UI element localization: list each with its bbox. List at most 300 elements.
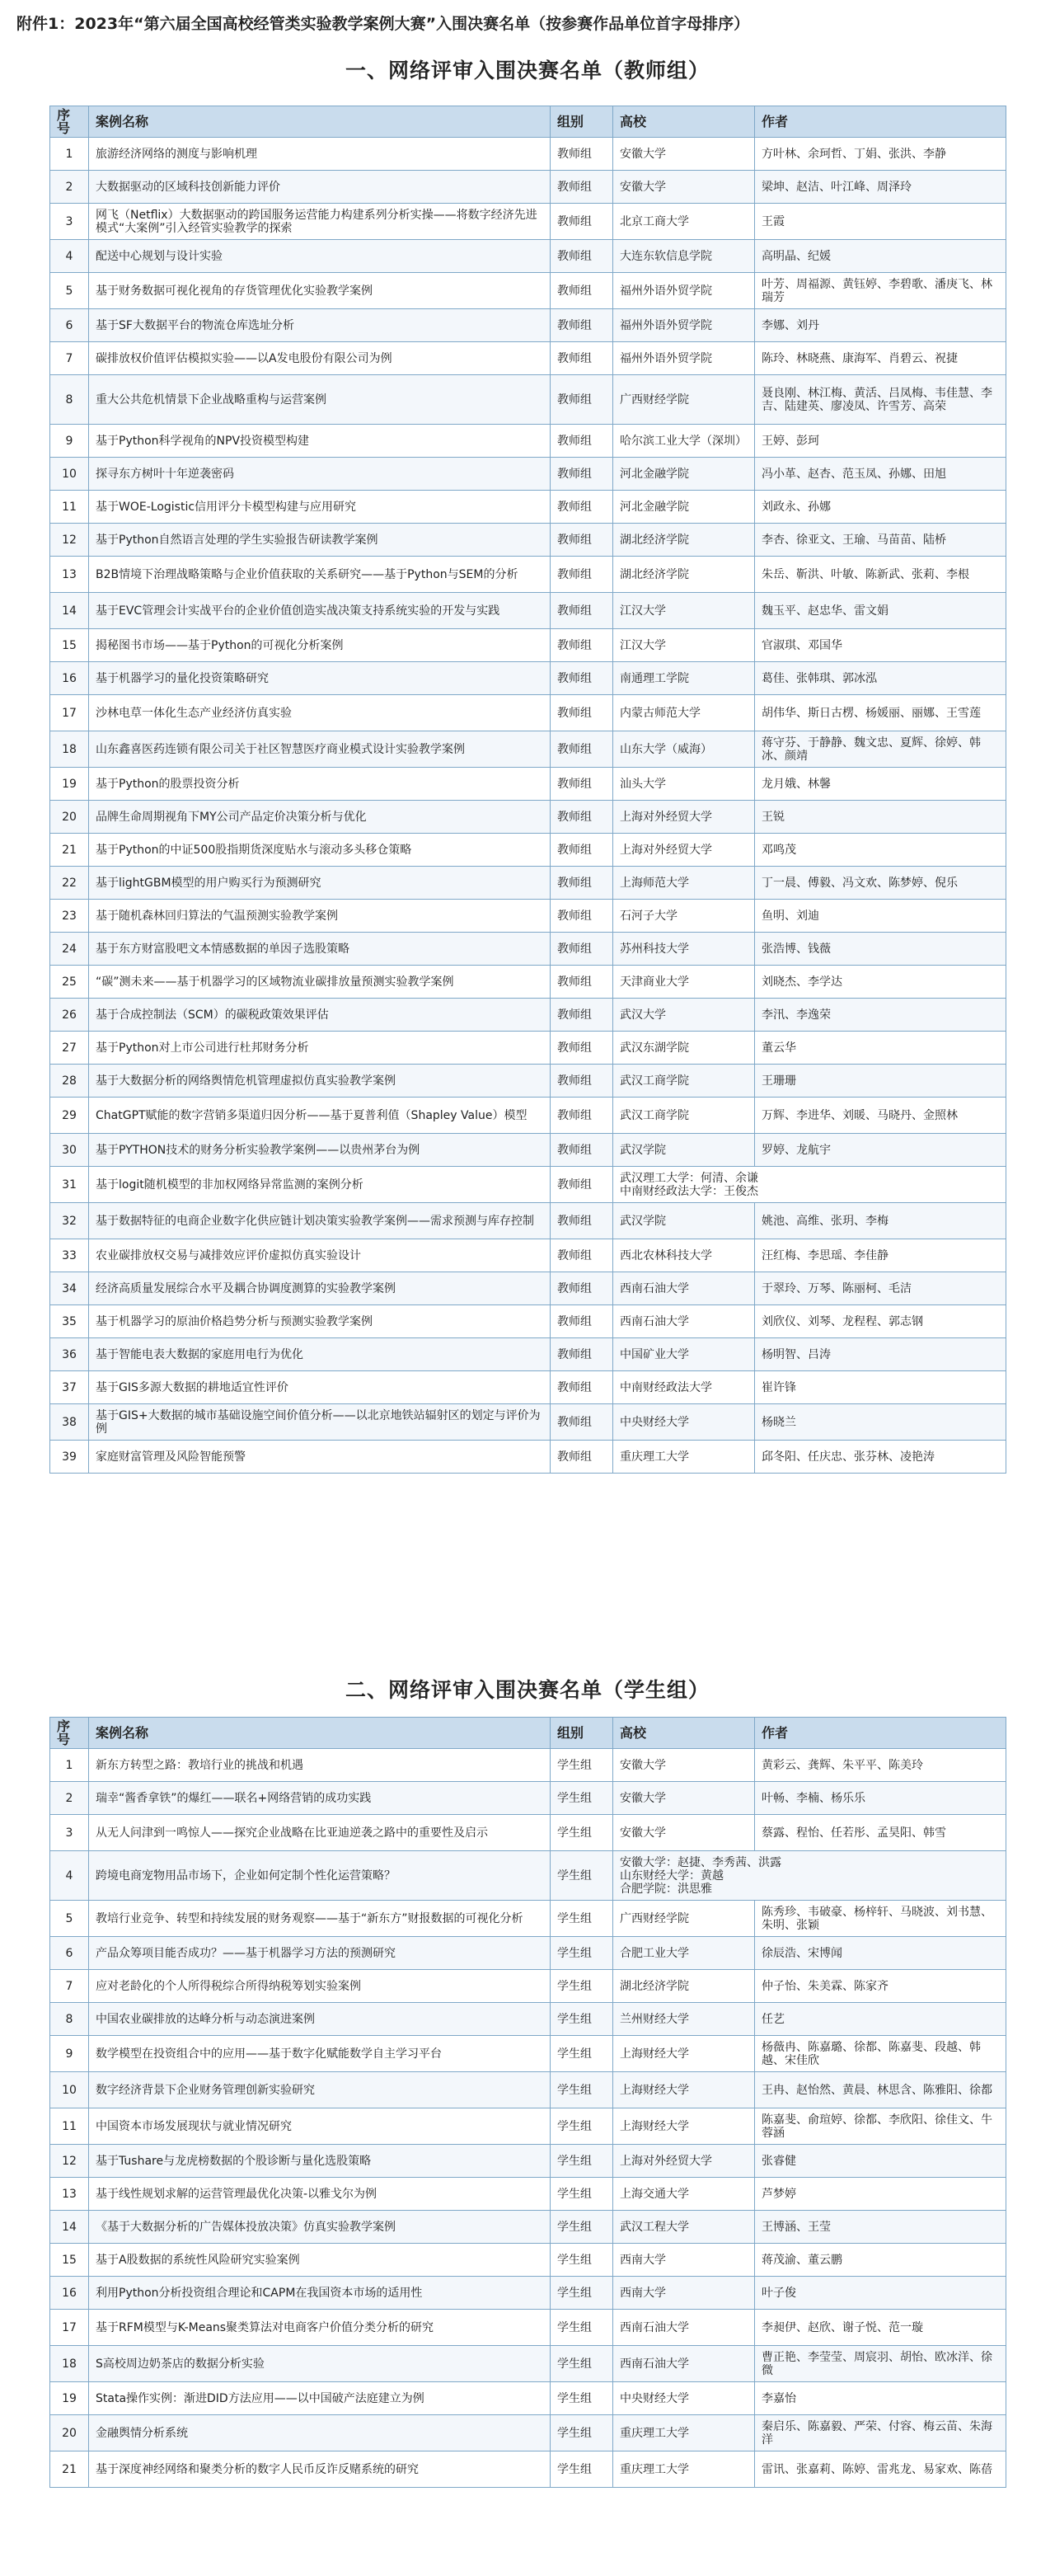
cell-group: 教师组 [551,629,613,662]
table-row [50,1782,1006,1815]
cell-case-name: 基于Python自然语言处理的学生实验报告研读教学案例 [89,524,551,557]
table-row [50,240,1006,273]
table-row [50,1970,1006,2003]
cell-case-name: 基于东方财富股吧文本情感数据的单因子选股策略 [89,933,551,966]
table-row [50,1441,1006,1474]
table-row [50,629,1006,662]
cell-number: 26 [50,999,89,1032]
cell-case-name: 新东方转型之路：教培行业的挑战和机遇 [89,1749,551,1782]
cell-authors: 张浩博、钱薇 [755,933,1006,966]
cell-school: 西南大学 [613,2277,755,2310]
cell-case-name: 基于PYTHON技术的财务分析实验教学案例——以贵州茅台为例 [89,1134,551,1167]
table-row [50,1851,1006,1901]
cell-group: 教师组 [551,204,613,240]
table-row [50,309,1006,342]
cell-case-name: 探寻东方树叶十年逆袭密码 [89,458,551,491]
cell-school: 苏州科技大学 [613,933,755,966]
table-row [50,2072,1006,2108]
cell-authors: 姚池、高维、张玥、李梅 [755,1203,1006,1239]
cell-authors: 张睿健 [755,2145,1006,2178]
cell-school: 重庆理工大学 [613,2415,755,2451]
cell-group: 学生组 [551,1970,613,2003]
cell-number: 15 [50,629,89,662]
cell-school: 重庆理工大学 [613,1441,755,1474]
table-row [50,1272,1006,1305]
cell-number: 27 [50,1032,89,1065]
cell-authors: 李杏、徐亚文、王瑜、马苗苗、陆桥 [755,524,1006,557]
cell-case-name: 基于SF大数据平台的物流仓库选址分析 [89,309,551,342]
cell-group: 教师组 [551,1441,613,1474]
table-row [50,1032,1006,1065]
cell-number: 20 [50,801,89,834]
cell-case-name: 基于随机森林回归算法的气温预测实验教学案例 [89,900,551,933]
cell-authors: 王霞 [755,204,1006,240]
table-row [50,1203,1006,1239]
cell-group: 学生组 [551,2415,613,2451]
cell-authors: 仲子怡、朱美霖、陈家齐 [755,1970,1006,2003]
cell-group: 教师组 [551,593,613,629]
cell-group: 学生组 [551,2277,613,2310]
cell-number: 30 [50,1134,89,1167]
cell-authors: 王锐 [755,801,1006,834]
cell-number: 9 [50,425,89,458]
cell-number: 12 [50,524,89,557]
cell-case-name: 利用Python分析投资组合理论和CAPM在我国资本市场的适用性 [89,2277,551,2310]
cell-group: 教师组 [551,273,613,309]
table-row [50,1239,1006,1272]
cell-authors: 陈嘉斐、俞瑄婷、徐都、李欣阳、徐佳文、牛蓉涵 [755,2108,1006,2145]
cell-case-name: 家庭财富管理及风险智能预警 [89,1441,551,1474]
cell-school: 西南石油大学 [613,1305,755,1338]
cell-authors: 李汛、李逸荣 [755,999,1006,1032]
cell-school: 哈尔滨工业大学（深圳） [613,425,755,458]
cell-number: 19 [50,768,89,801]
cell-authors: 聂良刚、林江梅、黄活、吕凤梅、韦佳慧、李吉、陆建英、廖凌凤、许雪芳、高荣 [755,375,1006,425]
cell-school: 湖北经济学院 [613,524,755,557]
cell-authors: 李昶伊、赵欣、谢子悦、范一璇 [755,2310,1006,2346]
cell-case-name: 基于Python的中证500股指期货深度贴水与滚动多头移仓策略 [89,834,551,867]
cell-case-name: ChatGPT赋能的数字营销多渠道归因分析——基于夏普利值（Shapley Value）模型 [89,1098,551,1134]
cell-authors: 徐辰浩、宋博闻 [755,1937,1006,1970]
table-row [50,593,1006,629]
cell-case-name: 基于logit随机模型的非加权网络异常监测的案例分析 [89,1167,551,1203]
cell-authors: 魏玉平、赵忠华、雷文娟 [755,593,1006,629]
table-row [50,1937,1006,1970]
cell-authors: 丁一晨、傅毅、冯文欢、陈梦婷、倪乐 [755,867,1006,900]
cell-number: 9 [50,2036,89,2072]
cell-authors: 陈玲、林晓燕、康海军、肖碧云、祝捷 [755,342,1006,375]
cell-case-name: 数学模型在投资组合中的应用——基于数字化赋能数学自主学习平台 [89,2036,551,2072]
cell-group: 教师组 [551,342,613,375]
table-row [50,2310,1006,2346]
cell-school: 福州外语外贸学院 [613,309,755,342]
cell-case-name: 基于数据特征的电商企业数字化供应链计划决策实验教学案例——需求预测与库存控制 [89,1203,551,1239]
table-row [50,1098,1006,1134]
cell-case-name: 基于Python科学视角的NPV投资模型构建 [89,425,551,458]
cell-group: 学生组 [551,1782,613,1815]
cell-case-name: 基于大数据分析的网络舆情危机管理虚拟仿真实验教学案例 [89,1065,551,1098]
table-header-row [50,106,1006,138]
teacher-table [49,106,1006,1474]
table-row [50,695,1006,731]
table-row [50,1338,1006,1371]
cell-group: 学生组 [551,1851,613,1901]
cell-authors: 龙月娥、林馨 [755,768,1006,801]
cell-group: 教师组 [551,834,613,867]
cell-group: 学生组 [551,2451,613,2488]
cell-case-name: 大数据驱动的区域科技创新能力评价 [89,171,551,204]
cell-number: 5 [50,273,89,309]
cell-school: 上海对外经贸大学 [613,834,755,867]
cell-group: 教师组 [551,557,613,593]
cell-school: 上海对外经贸大学 [613,801,755,834]
cell-group: 学生组 [551,1937,613,1970]
cell-group: 教师组 [551,425,613,458]
cell-group: 教师组 [551,867,613,900]
table-row [50,867,1006,900]
cell-number: 5 [50,1901,89,1937]
cell-school: 安徽大学 [613,1782,755,1815]
cell-case-name: 重大公共危机情景下企业战略重构与运营案例 [89,375,551,425]
table-row [50,1404,1006,1441]
table-row [50,2108,1006,2145]
cell-school: 兰州财经大学 [613,2003,755,2036]
cell-school: 武汉大学 [613,999,755,1032]
cell-group: 教师组 [551,1404,613,1441]
col-header-case-name: 案例名称 [89,1718,551,1749]
cell-school: 石河子大学 [613,900,755,933]
cell-number: 39 [50,1441,89,1474]
cell-number: 10 [50,2072,89,2108]
cell-authors: 邱冬阳、任庆忠、张芬林、凌艳涛 [755,1441,1006,1474]
table-row [50,1371,1006,1404]
cell-number: 15 [50,2244,89,2277]
cell-authors: 汪红梅、李思瑶、李佳静 [755,1239,1006,1272]
col-header-authors: 作者 [755,1718,1006,1749]
table-row [50,425,1006,458]
cell-case-name: 沙林电草一体化生态产业经济仿真实验 [89,695,551,731]
cell-school: 武汉工商学院 [613,1065,755,1098]
cell-case-name: 从无人问津到一鸣惊人——探究企业战略在比亚迪逆袭之路中的重要性及启示 [89,1815,551,1851]
cell-authors: 梁坤、赵洁、叶江峰、周泽玲 [755,171,1006,204]
cell-number: 38 [50,1404,89,1441]
cell-number: 4 [50,1851,89,1901]
cell-group: 教师组 [551,966,613,999]
cell-number: 18 [50,2346,89,2382]
col-header-case-name: 案例名称 [89,106,551,138]
cell-school: 西南石油大学 [613,2346,755,2382]
cell-authors: 刘欣仪、刘琴、龙程程、郭志钢 [755,1305,1006,1338]
cell-school: 山东大学（威海） [613,731,755,768]
cell-case-name: 数字经济背景下企业财务管理创新实验研究 [89,2072,551,2108]
cell-case-name: 基于EVC管理会计实战平台的企业价值创造实战决策支持系统实验的开发与实践 [89,593,551,629]
table-header-row [50,1718,1006,1749]
cell-case-name: 基于财务数据可视化视角的存货管理优化实验教学案例 [89,273,551,309]
cell-authors: 王婷、彭珂 [755,425,1006,458]
cell-authors: 黄彩云、龚辉、朱平平、陈美玲 [755,1749,1006,1782]
cell-case-name: 基于深度神经网络和聚类分析的数字人民币反诈反赌系统的研究 [89,2451,551,2488]
cell-number: 21 [50,834,89,867]
cell-authors: 杨晓兰 [755,1404,1006,1441]
cell-authors: 于翠玲、万琴、陈丽柯、毛洁 [755,1272,1006,1305]
cell-authors: 官淑琪、邓国华 [755,629,1006,662]
cell-school: 重庆理工大学 [613,2451,755,2488]
cell-number: 36 [50,1338,89,1371]
table-row [50,138,1006,171]
cell-number: 16 [50,2277,89,2310]
cell-case-name: 配送中心规划与设计实验 [89,240,551,273]
cell-case-name: 基于GIS+大数据的城市基础设施空间价值分析——以北京地铁站辐射区的划定与评价为例 [89,1404,551,1441]
table-row [50,1167,1006,1203]
cell-school: 安徽大学 [613,1815,755,1851]
cell-group: 学生组 [551,2382,613,2415]
cell-case-name: 基于Tushare与龙虎榜数据的个股诊断与量化选股策略 [89,2145,551,2178]
table-row [50,557,1006,593]
cell-case-name: 基于A股数据的系统性风险研究实验案例 [89,2244,551,2277]
cell-school: 上海财经大学 [613,2108,755,2145]
table-row [50,2451,1006,2488]
cell-authors: 鱼明、刘迪 [755,900,1006,933]
cell-school: 合肥工业大学 [613,1937,755,1970]
cell-group: 学生组 [551,1749,613,1782]
table-row [50,273,1006,309]
cell-number: 11 [50,2108,89,2145]
table-row [50,2036,1006,2072]
table-row [50,2244,1006,2277]
cell-group: 教师组 [551,491,613,524]
cell-number: 6 [50,309,89,342]
cell-authors: 董云华 [755,1032,1006,1065]
table-row [50,375,1006,425]
cell-authors: 蒋茂渝、董云鹏 [755,2244,1006,2277]
cell-number: 14 [50,2211,89,2244]
cell-case-name: 基于机器学习的量化投资策略研究 [89,662,551,695]
cell-case-name: 《基于大数据分析的广告媒体投放决策》仿真实验教学案例 [89,2211,551,2244]
cell-case-name: 应对老龄化的个人所得税综合所得纳税筹划实验案例 [89,1970,551,2003]
cell-number: 13 [50,557,89,593]
cell-group: 教师组 [551,1239,613,1272]
cell-authors: 李娜、刘丹 [755,309,1006,342]
cell-school-authors: 安徽大学：赵捷、李秀茜、洪露 山东财经大学：黄越 合肥学院：洪思雅 [613,1851,1006,1901]
cell-case-name: 金融舆情分析系统 [89,2415,551,2451]
cell-authors: 邓鸣茂 [755,834,1006,867]
cell-group: 教师组 [551,768,613,801]
col-header-group: 组别 [551,106,613,138]
cell-group: 教师组 [551,375,613,425]
cell-school: 江汉大学 [613,629,755,662]
cell-authors: 刘晓杰、李学达 [755,966,1006,999]
table-row [50,2346,1006,2382]
teacher-section-title: 一、网络评审入围决赛名单（教师组） [345,59,710,82]
cell-group: 学生组 [551,2178,613,2211]
table-row [50,1749,1006,1782]
cell-school-authors: 武汉理工大学：何清、余谦 中南财经政法大学：王俊杰 [613,1167,1006,1203]
cell-authors: 朱岳、靳洪、叶敏、陈新武、张莉、李根 [755,557,1006,593]
cell-number: 21 [50,2451,89,2488]
cell-number: 11 [50,491,89,524]
cell-school: 西北农林科技大学 [613,1239,755,1272]
table-row [50,768,1006,801]
cell-group: 学生组 [551,2145,613,2178]
cell-case-name: 经济高质量发展综合水平及耦合协调度测算的实验教学案例 [89,1272,551,1305]
teacher-table-body [50,138,1006,1474]
cell-number: 32 [50,1203,89,1239]
cell-number: 24 [50,933,89,966]
cell-case-name: 基于Python的股票投资分析 [89,768,551,801]
cell-authors: 胡伟华、斯日古楞、杨媛丽、丽娜、王雪莲 [755,695,1006,731]
cell-authors: 秦启乐、陈嘉毅、严荣、付容、梅云苗、朱海洋 [755,2415,1006,2451]
cell-case-name: 基于机器学习的原油价格趋势分析与预测实验教学案例 [89,1305,551,1338]
table-row [50,1065,1006,1098]
cell-authors: 王冉、赵怡然、黄晨、林思含、陈雅阳、徐都 [755,2072,1006,2108]
student-table-body [50,1749,1006,2488]
cell-number: 37 [50,1371,89,1404]
cell-authors: 王博涵、王莹 [755,2211,1006,2244]
cell-group: 教师组 [551,1272,613,1305]
cell-group: 教师组 [551,1098,613,1134]
cell-school: 广西财经学院 [613,375,755,425]
cell-authors: 曹正艳、李莹莹、周宸羽、胡怡、欧冰洋、徐微 [755,2346,1006,2382]
cell-school: 西南大学 [613,2244,755,2277]
cell-group: 教师组 [551,1338,613,1371]
cell-authors: 冯小革、赵杏、范玉凤、孙娜、田旭 [755,458,1006,491]
cell-authors: 陈秀珍、韦破豪、杨梓轩、马晓波、刘书慧、朱明、张颖 [755,1901,1006,1937]
cell-case-name: 基于合成控制法（SCM）的碳税政策效果评估 [89,999,551,1032]
table-row [50,2415,1006,2451]
table-row [50,2211,1006,2244]
cell-school: 河北金融学院 [613,458,755,491]
cell-case-name: 教培行业竞争、转型和持续发展的财务观察——基于“新东方”财报数据的可视化分析 [89,1901,551,1937]
cell-number: 17 [50,695,89,731]
cell-authors: 蒋守芬、于静静、魏文忠、夏辉、徐婷、韩冰、颜靖 [755,731,1006,768]
cell-school: 西南石油大学 [613,1272,755,1305]
cell-authors: 李嘉怡 [755,2382,1006,2415]
cell-group: 学生组 [551,1901,613,1937]
table-row [50,662,1006,695]
cell-authors: 叶畅、李楠、杨乐乐 [755,1782,1006,1815]
cell-case-name: 旅游经济网络的测度与影响机理 [89,138,551,171]
cell-number: 1 [50,138,89,171]
cell-number: 4 [50,240,89,273]
cell-authors: 方叶林、余珂哲、丁娟、张洪、李静 [755,138,1006,171]
cell-group: 教师组 [551,801,613,834]
table-row [50,458,1006,491]
cell-school: 大连东软信息学院 [613,240,755,273]
cell-number: 16 [50,662,89,695]
cell-authors: 罗婷、龙航宇 [755,1134,1006,1167]
cell-authors: 杨薇冉、陈嘉璐、徐都、陈嘉斐、段越、韩越、宋佳欣 [755,2036,1006,2072]
cell-case-name: 品牌生命周期视角下MY公司产品定价决策分析与优化 [89,801,551,834]
cell-group: 教师组 [551,1134,613,1167]
cell-group: 教师组 [551,1167,613,1203]
col-header-group: 组别 [551,1718,613,1749]
cell-school: 北京工商大学 [613,204,755,240]
col-header-school: 高校 [613,106,755,138]
cell-school: 南通理工学院 [613,662,755,695]
table-row [50,204,1006,240]
cell-number: 33 [50,1239,89,1272]
table-row [50,966,1006,999]
cell-case-name: 山东鑫喜医药连锁有限公司关于社区智慧医疗商业模式设计实验教学案例 [89,731,551,768]
cell-case-name: 中国资本市场发展现状与就业情况研究 [89,2108,551,2145]
cell-number: 23 [50,900,89,933]
cell-authors: 万辉、李进华、刘暖、马晓丹、金照林 [755,1098,1006,1134]
cell-group: 教师组 [551,731,613,768]
cell-school: 武汉学院 [613,1134,755,1167]
cell-number: 7 [50,342,89,375]
cell-case-name: 瑞幸“酱香拿铁”的爆红——联名+网络营销的成功实践 [89,1782,551,1815]
cell-group: 教师组 [551,458,613,491]
student-section-title: 二、网络评审入围决赛名单（学生组） [345,1678,710,1702]
cell-school: 中国矿业大学 [613,1338,755,1371]
cell-group: 学生组 [551,2072,613,2108]
cell-case-name: 基于线性规划求解的运营管理最优化决策-以雅戈尔为例 [89,2178,551,2211]
cell-school: 上海对外经贸大学 [613,2145,755,2178]
cell-case-name: 中国农业碳排放的达峰分析与动态演进案例 [89,2003,551,2036]
cell-number: 10 [50,458,89,491]
cell-number: 28 [50,1065,89,1098]
cell-school: 上海财经大学 [613,2036,755,2072]
cell-group: 学生组 [551,1815,613,1851]
cell-group: 教师组 [551,933,613,966]
table-row [50,1305,1006,1338]
cell-number: 2 [50,171,89,204]
cell-case-name: 揭秘图书市场——基于Python的可视化分析案例 [89,629,551,662]
cell-school: 上海交通大学 [613,2178,755,2211]
cell-group: 教师组 [551,1305,613,1338]
cell-number: 25 [50,966,89,999]
cell-authors: 葛佳、张韩琪、郭冰泓 [755,662,1006,695]
cell-school: 内蒙古师范大学 [613,695,755,731]
cell-group: 教师组 [551,900,613,933]
cell-case-name: 基于GIS多源大数据的耕地适宜性评价 [89,1371,551,1404]
table-row [50,491,1006,524]
cell-authors: 雷讯、张嘉莉、陈婷、雷兆龙、易家欢、陈蓓 [755,2451,1006,2488]
cell-case-name: 产品众筹项目能否成功？——基于机器学习方法的预测研究 [89,1937,551,1970]
cell-school: 中南财经政法大学 [613,1371,755,1404]
cell-school: 武汉东湖学院 [613,1032,755,1065]
cell-group: 教师组 [551,524,613,557]
table-row [50,524,1006,557]
cell-number: 18 [50,731,89,768]
table-row [50,2003,1006,2036]
cell-case-name: 跨境电商宠物用品市场下，企业如何定制个性化运营策略？ [89,1851,551,1901]
cell-school: 汕头大学 [613,768,755,801]
cell-number: 6 [50,1937,89,1970]
cell-authors: 任艺 [755,2003,1006,2036]
cell-group: 学生组 [551,2003,613,2036]
cell-authors: 叶子俊 [755,2277,1006,2310]
page-header: 附件1：2023年“第六届全国高校经管类实验教学案例大赛”入围决赛名单（按参赛作品单位首字母排序） [16,15,750,33]
cell-group: 教师组 [551,999,613,1032]
cell-case-name: B2B情境下治理战略策略与企业价值获取的关系研究——基于Python与SEM的分析 [89,557,551,593]
cell-group: 教师组 [551,138,613,171]
cell-number: 35 [50,1305,89,1338]
table-row [50,999,1006,1032]
cell-school: 上海财经大学 [613,2072,755,2108]
cell-number: 13 [50,2178,89,2211]
cell-school: 安徽大学 [613,138,755,171]
cell-number: 20 [50,2415,89,2451]
cell-authors: 高明晶、纪媛 [755,240,1006,273]
cell-group: 教师组 [551,171,613,204]
table-row [50,801,1006,834]
cell-school: 湖北经济学院 [613,1970,755,2003]
col-header-number: 序号 [50,1718,89,1749]
cell-authors: 崔许锋 [755,1371,1006,1404]
table-row [50,933,1006,966]
cell-school: 福州外语外贸学院 [613,273,755,309]
